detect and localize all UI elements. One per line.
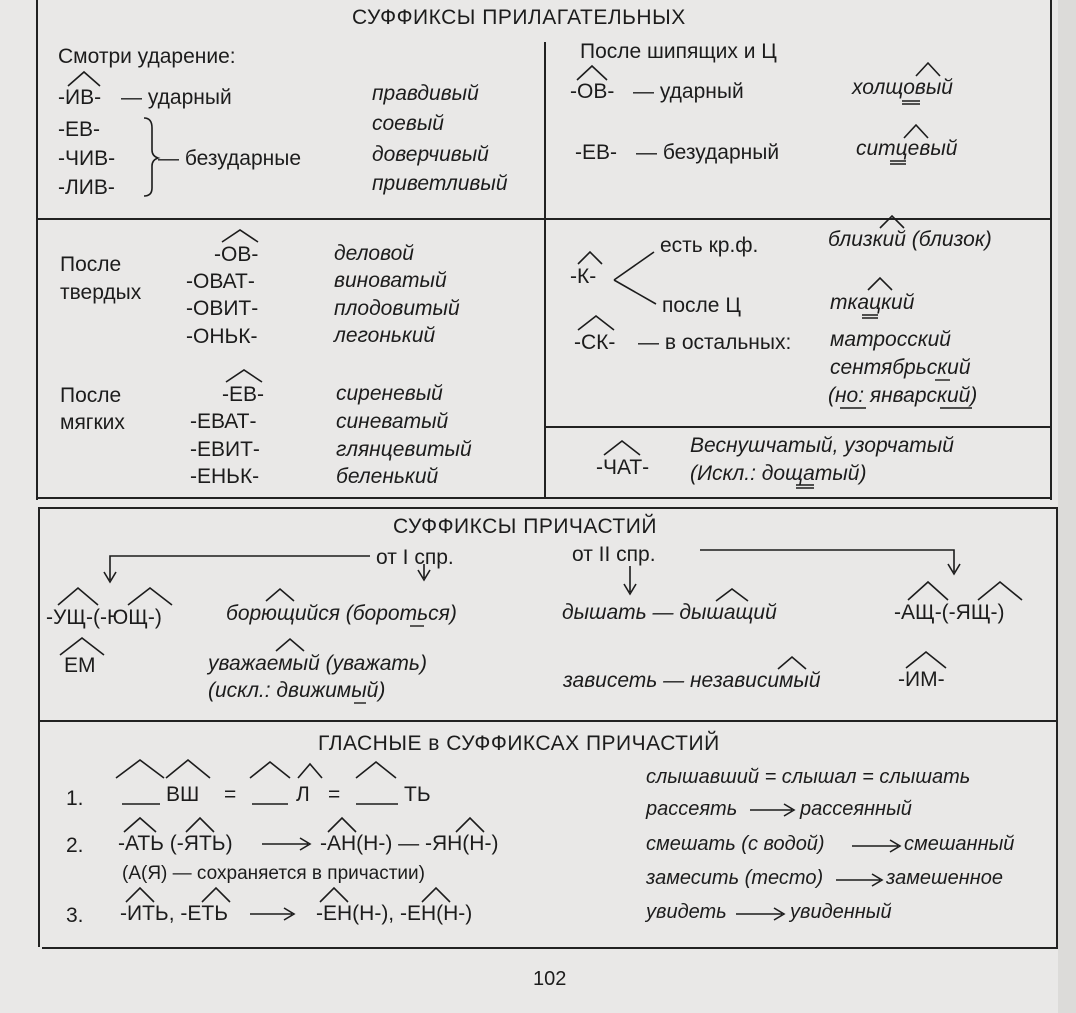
example-sittsevyi: ситцевый: [856, 137, 958, 160]
row2-left: -АТЬ (-ЯТЬ): [118, 832, 233, 855]
section1-title: СУФФИКСЫ ПРИЛАГАТЕЛЬНЫХ: [352, 6, 686, 29]
arrow-row2: [262, 838, 310, 850]
example-soevyi: соевый: [372, 112, 444, 135]
ev-desc-right: — безударный: [636, 141, 780, 164]
hard-suffix-ovat: -ОВАТ-: [186, 270, 255, 293]
example-slyshavshii: слышавший = слышал = слышать: [646, 766, 971, 788]
caret-row3-et: [202, 888, 230, 902]
hard-label-2: твердых: [60, 281, 142, 304]
brace-icon: [144, 118, 158, 196]
row1-vsh: ВШ: [166, 783, 200, 806]
sk-suffix: -СК-: [574, 331, 616, 354]
row1-eq1: =: [224, 783, 237, 806]
example-zamesit: замесить (тесто): [646, 867, 824, 889]
frame-right-2: [1056, 507, 1058, 947]
example-glyantsevityi: глянцевитый: [336, 438, 472, 461]
example-privetlivyi: приветливый: [372, 172, 508, 195]
hard-suffix-ovit: -ОВИТ-: [186, 297, 259, 320]
caret-chat: [604, 441, 640, 455]
caret-row1-b: [166, 760, 210, 778]
caret-kholshch: [916, 63, 940, 76]
caret-ov: [577, 66, 607, 80]
ev-suffix: -ЕВ-: [58, 118, 100, 141]
example-belenkii: беленький: [336, 465, 439, 488]
ushch-suffix: -УЩ-(-ЮЩ-): [46, 606, 162, 629]
example-uvidennyi: увиденный: [790, 901, 892, 923]
conj2-label: от II спр.: [572, 543, 656, 566]
ov-suffix: -ОВ-: [570, 80, 615, 103]
row2-note: (А(Я) — сохраняется в причастии): [122, 863, 425, 884]
caret-boryushch: [266, 589, 294, 601]
caret-em: [60, 638, 104, 655]
k-branch-top: есть кр.ф.: [660, 234, 759, 257]
example-doshchatyi: (Искл.: дощатый): [690, 462, 867, 485]
iv-desc: — ударный: [121, 86, 232, 109]
soft-suffix-evat: -ЕВАТ-: [190, 410, 257, 433]
example-vinovatyi: виноватый: [334, 269, 447, 292]
sibilants-heading: После шипящих и Ц: [580, 40, 777, 63]
arrow-ex3: [836, 874, 882, 886]
row1-t: ТЬ: [404, 783, 431, 806]
example-sirenevyi: сиреневый: [336, 382, 443, 405]
soft-label-2: мягких: [60, 411, 125, 434]
double-underline-shch: [902, 101, 920, 104]
example-plodovityi: плодовитый: [334, 297, 460, 320]
caret-ov-hard: [222, 230, 258, 242]
caret-row1-c: [250, 762, 290, 778]
liv-suffix: -ЛИВ-: [58, 176, 115, 199]
caret-row2-yat: [186, 818, 214, 832]
caret-ev-soft: [226, 370, 262, 382]
chiv-suffix: -ЧИВ-: [58, 147, 116, 170]
hard-suffix-onk: -ОНЬК-: [186, 325, 258, 348]
example-legonkii: легонький: [334, 324, 436, 347]
conj2-down-arrow: [624, 566, 636, 594]
caret-row2-at: [124, 818, 156, 832]
k-branch-lines: [614, 252, 656, 304]
caret-zavisim: [778, 657, 806, 669]
arrow-row3: [250, 908, 294, 920]
arrow-ex2: [852, 840, 900, 852]
caret-row1-d: [298, 764, 322, 778]
row2-right: -АН(Н-) — -ЯН(Н-): [320, 832, 499, 855]
ov-desc: — ударный: [633, 80, 744, 103]
example-dvizhimyi: (искл.: движимый): [208, 679, 386, 702]
caret-row1-e: [356, 762, 396, 778]
caret-row2-an: [328, 818, 356, 832]
example-vesnushchatyi: Веснушчатый, узорчатый: [690, 434, 954, 457]
caret-ushch: [58, 588, 98, 605]
frame-right: [1050, 0, 1052, 500]
conj2-arrow-line: [700, 550, 954, 572]
row2-num: 2.: [66, 834, 84, 857]
example-matrosskii: матросский: [830, 328, 951, 351]
section4-title: ГЛАСНЫЕ в СУФФИКСАХ ПРИЧАСТИЙ: [318, 732, 720, 755]
example-tkatskii: ткацкий: [830, 291, 915, 314]
arrow-ex4: [736, 908, 784, 920]
hard-label-1: После: [60, 253, 122, 276]
row1-num: 1.: [66, 787, 84, 810]
caret-uvazhaem: [276, 639, 304, 651]
divider-2: [36, 497, 1052, 499]
caret-dyshashch: [716, 589, 748, 601]
example-sentyabrskii: сентябрьский: [830, 356, 971, 379]
example-rasseyannyi: рассеянный: [800, 798, 912, 820]
arrow-ex1: [750, 804, 794, 816]
example-blizkii: близкий (близок): [828, 228, 992, 251]
example-smeshannyi: смешанный: [904, 833, 1015, 855]
soft-suffix-evit: -ЕВИТ-: [190, 438, 260, 461]
caret-sk: [578, 316, 614, 330]
divider-2b: [38, 507, 1058, 509]
caret-im: [906, 652, 946, 668]
caret-yashch: [978, 582, 1022, 600]
ev-suffix-right: -ЕВ-: [575, 141, 617, 164]
caret-row2-yan: [456, 818, 484, 832]
unstressed-desc: — безударные: [158, 147, 302, 170]
frame-left-2: [38, 507, 40, 947]
caret-yushch: [128, 588, 172, 605]
example-smeshat: смешать (с водой): [646, 833, 825, 855]
caret-row1-a: [116, 760, 164, 778]
example-rasseyat: рассеять: [646, 798, 738, 820]
double-underline-tsk: [862, 315, 878, 318]
conj1-label: от I спр.: [376, 546, 454, 569]
example-sinevatyi: синеватый: [336, 410, 449, 433]
em-suffix: ЕМ: [64, 654, 96, 677]
stress-heading: Смотри ударение:: [58, 45, 236, 68]
page-number: 102: [533, 968, 567, 990]
iv-suffix: -ИВ-: [58, 86, 102, 109]
conj1-arrow-line: [110, 556, 370, 580]
row1-eq2: =: [328, 783, 341, 806]
caret-row3-it: [126, 888, 154, 902]
frame-left: [36, 0, 38, 500]
conj1-arrow-head: [104, 572, 116, 582]
example-zameshennoe: замешенное: [886, 867, 1004, 889]
example-nezavisimyi: зависеть — независимый: [563, 669, 821, 692]
example-uvidet: увидеть: [646, 901, 727, 923]
section3-title: СУФФИКСЫ ПРИЧАСТИЙ: [393, 515, 657, 538]
example-yanvarskii: (но: январский): [828, 384, 978, 407]
page-edge-shadow: [1058, 0, 1076, 1013]
example-uvazhaemyi: уважаемый (уважать): [208, 652, 427, 675]
soft-label-1: После: [60, 384, 122, 407]
caret-tkatsk: [868, 278, 892, 290]
caret-row3-en2: [422, 888, 450, 902]
conj2-arrow-head: [948, 564, 960, 574]
example-delovoi: деловой: [334, 242, 414, 265]
row3-num: 3.: [66, 904, 84, 927]
example-pravdivyi: правдивый: [372, 82, 479, 105]
row3-left: -ИТЬ, -ЕТЬ: [120, 902, 228, 925]
example-dyshashchii: дышать — дышащий: [562, 601, 777, 624]
chat-divider: [544, 426, 1052, 428]
frame-bottom: [42, 947, 1058, 949]
im-suffix: -ИМ-: [898, 668, 945, 691]
ashch-suffix: -АЩ-(-ЯЩ-): [894, 601, 1005, 624]
caret-row3-en1: [320, 888, 348, 902]
caret-iv: [68, 72, 100, 86]
double-underline-ts: [890, 161, 906, 164]
chat-suffix: -ЧАТ-: [596, 456, 650, 479]
row1-l: Л: [296, 783, 310, 806]
k-suffix: -К-: [570, 265, 597, 288]
vertical-divider: [544, 42, 546, 498]
divider-3: [38, 720, 1058, 722]
hard-suffix-ov: -ОВ-: [214, 243, 259, 266]
soft-suffix-enk: -ЕНЬК-: [190, 465, 260, 488]
k-branch-bottom: после Ц: [662, 294, 741, 317]
example-boryushchiisya: борющийся (бороться): [226, 602, 457, 625]
caret-ashch: [908, 582, 948, 600]
soft-suffix-ev: -ЕВ-: [222, 383, 264, 406]
example-doverchivyi: доверчивый: [372, 143, 489, 166]
row3-right: -ЕН(Н-), -ЕН(Н-): [316, 902, 473, 925]
caret-k: [578, 252, 602, 264]
sk-desc: — в остальных:: [638, 331, 792, 354]
example-kholshchovyi: холщовый: [852, 76, 953, 99]
